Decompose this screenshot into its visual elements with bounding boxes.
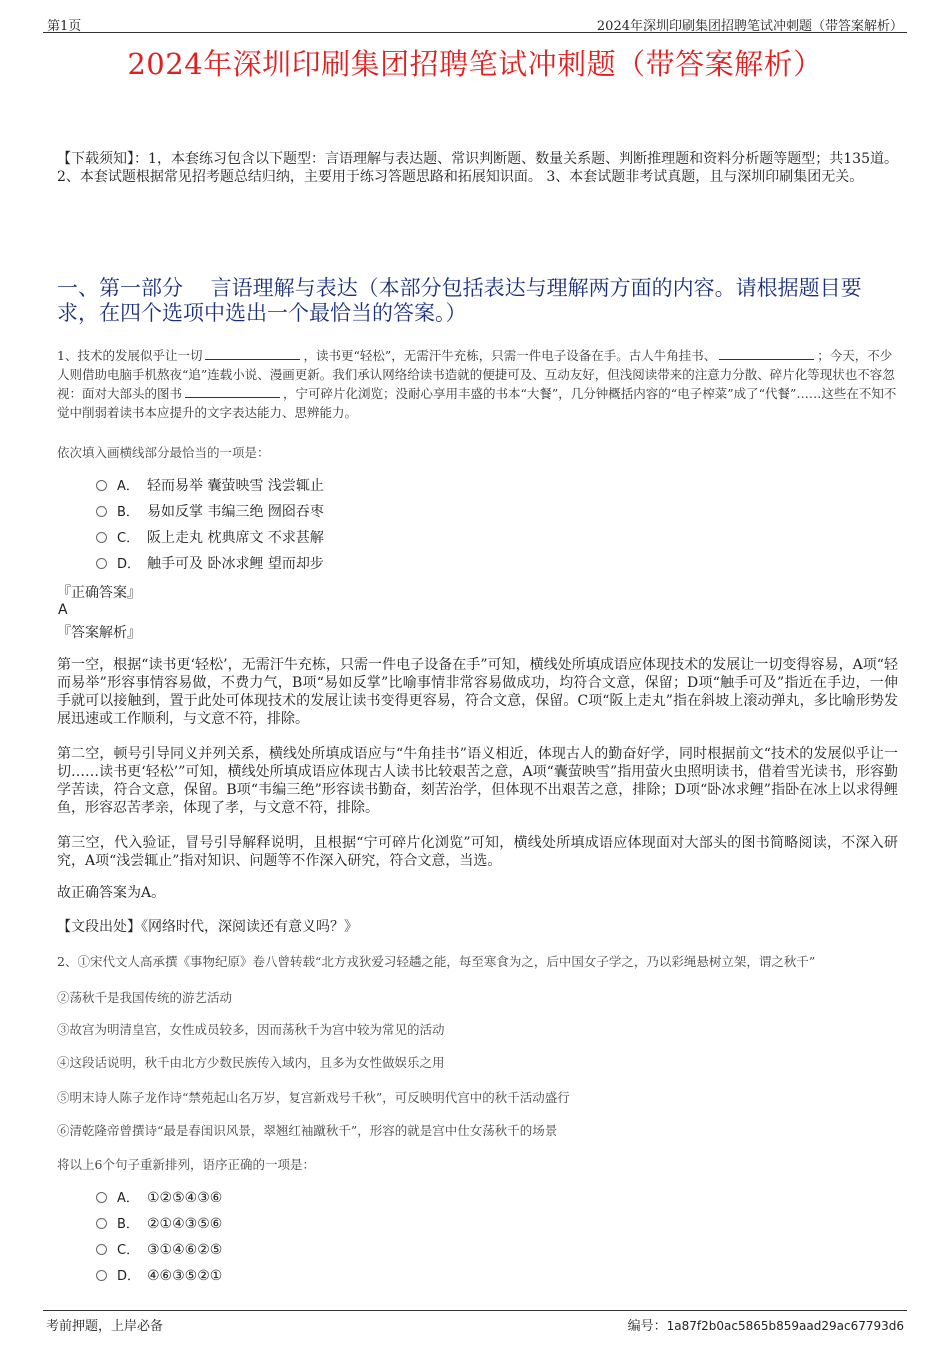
page-footer bbox=[43, 1310, 907, 1334]
option-text: 轻而易举 囊萤映雪 浅尝辄止 bbox=[147, 478, 324, 494]
q1-stem bbox=[57, 346, 898, 422]
q2-statement-1: 2、①宋代文人高承撰《事物纪原》卷八曾转载“北方戎狄爱习轻趫之能，每至寒食为之，后中国女子学之，乃以彩绳悬树立架，谓之秋千” bbox=[57, 954, 816, 969]
q1-source: 【文段出处】《网络时代，深阅读还有意义吗？》 bbox=[57, 919, 358, 935]
q1-blank-1 bbox=[205, 347, 300, 360]
q2-statement-4: ④这段话说明，秋千由北方少数民族传入域内，且多为女性做娱乐之用 bbox=[57, 1055, 445, 1070]
q2-statement-3: ③故宫为明清皇宫，女性成员较多，因而荡秋千为宫中较为常见的活动 bbox=[57, 1022, 445, 1037]
q1-option-b[interactable] bbox=[96, 502, 324, 522]
q1-analysis-label: 『答案解析』 bbox=[57, 625, 141, 641]
page-number: 第1页 bbox=[47, 19, 82, 34]
footer-code-label: 编号： bbox=[627, 1319, 667, 1334]
q2-prompt: 将以上6个句子重新排列，语序正确的一项是： bbox=[57, 1157, 315, 1172]
option-text: 阪上走丸 枕典席文 不求甚解 bbox=[147, 530, 324, 546]
q1-analysis-2: 第二空，顿号引导同义并列关系，横线处所填成语应与“牛角挂书”语义相近，体现古人的勤奋好学，同时根据前文“技术的发展似乎让一切……读书更‘轻松’”可知，横线处所填成语应体现古人读书比较艰苦之意，A项“囊萤映雪”指用萤火虫照明读书，借着雪光读书，形容勤学苦读，符合文意，保留。B项“韦编三绝”形容读书勤奋，刻苦治学，但体现不出艰苦之意，排除；D项“卧冰求鲤”指卧在冰上以求得鲤鱼，形容忍苦孝亲，体现了孝，与文意不符，排除。 bbox=[57, 746, 898, 816]
q1-answer: A bbox=[58, 602, 68, 618]
footer-code bbox=[628, 1315, 904, 1334]
radio-icon[interactable] bbox=[96, 480, 107, 491]
q1-analysis-1: 第一空，根据“读书更‘轻松’，无需汗牛充栋，只需一件电子设备在手”可知，横线处所填成语应体现技术的发展让一切变得容易，A项“轻而易举”形容事情容易做，不费力气，B项“易如反掌”比喻事情非常容易做成功，均符合文意，保留；D项“触手可及”指近在手边，一伸手就可以接触到，置于此处可体现技术的发展让读书变得更容易，符合文意，保留。C项“阪上走丸”指在斜坡上滚动弹丸，多比喻形势发展迅速或工作顺利，与文意不符，排除。 bbox=[57, 657, 898, 727]
q1-answer-label: 『正确答案』 bbox=[57, 585, 141, 601]
q1-conclusion: 故正确答案为A。 bbox=[57, 885, 166, 901]
radio-icon[interactable] bbox=[96, 1218, 107, 1229]
option-letter: C． bbox=[117, 1243, 140, 1258]
q2-statement-5: ⑤明末诗人陈子龙作诗“禁苑起山名万岁，复宫新戏号千秋”，可反映明代宫中的秋千活动盛行 bbox=[57, 1090, 570, 1105]
footer-slogan: 考前押题，上岸必备 bbox=[46, 1319, 164, 1334]
q2-option-b[interactable] bbox=[96, 1214, 222, 1234]
option-text: ②①④③⑤⑥ bbox=[147, 1216, 223, 1232]
footer-code-value: 1a87f2b0ac5865b859aad29ac67793d6 bbox=[666, 1319, 904, 1333]
q1-prompt: 依次填入画横线部分最恰当的一项是： bbox=[57, 445, 270, 460]
option-text: ④⑥③⑤②① bbox=[147, 1268, 223, 1284]
option-letter: C． bbox=[117, 531, 140, 546]
q1-option-a[interactable] bbox=[96, 476, 324, 496]
radio-icon[interactable] bbox=[96, 1192, 107, 1203]
q1-stem-part-4: ，宁可碎片化浏览；没耐心享用丰盛的书本“大餐”，几分钟概括内容的“电子榨菜”成了“代餐”……这些在不知不觉中削弱着读书本应提升的文字表达能力、思辨能力。 bbox=[57, 386, 897, 420]
q1-analysis-3: 第三空，代入验证，冒号引导解释说明，且根据“宁可碎片化浏览”可知，横线处所填成语应体现面对大部头的图书简略阅读，不深入研究，A项“浅尝辄止”指对知识、问题等不作深入研究，符合文意，当选。 bbox=[57, 835, 898, 869]
q2-statement-2: ②荡秋千是我国传统的游艺活动 bbox=[57, 990, 233, 1005]
option-text: 触手可及 卧冰求鲤 望而却步 bbox=[147, 556, 324, 572]
option-letter: A． bbox=[117, 1191, 139, 1206]
option-letter: D． bbox=[117, 1269, 141, 1284]
option-text: ①②⑤④③⑥ bbox=[147, 1190, 223, 1206]
option-letter: D． bbox=[117, 557, 141, 572]
q1-blank-2 bbox=[719, 347, 814, 360]
option-letter: B． bbox=[117, 1217, 139, 1232]
page-header bbox=[43, 14, 907, 33]
document-title: 2024年深圳印刷集团招聘笔试冲刺题（带答案解析） bbox=[127, 47, 823, 81]
radio-icon[interactable] bbox=[96, 558, 107, 569]
q2-option-c[interactable] bbox=[96, 1240, 222, 1260]
q1-option-c[interactable] bbox=[96, 528, 324, 548]
q2-statement-6: ⑥清乾隆帝曾撰诗“最是春闺识风景，翠翘红袖蹴秋千”，形容的就是宫中仕女荡秋千的场景 bbox=[57, 1123, 558, 1138]
radio-icon[interactable] bbox=[96, 532, 107, 543]
q2-option-d[interactable] bbox=[96, 1266, 222, 1286]
download-notice: 【下载须知】：1，本套练习包含以下题型：言语理解与表达题、常识判断题、数量关系题、判断推理题和资料分析题等题型；共135道。 2、本套试题根据常见招考题总结归纳，主要用于练习答题思路和拓展知识面。 3、本套试题非考试真题，且与深圳印刷集团无关。 bbox=[57, 151, 898, 185]
radio-icon[interactable] bbox=[96, 1270, 107, 1281]
q1-stem-part-1: 1、技术的发展似乎让一切 bbox=[57, 348, 203, 363]
q1-option-d[interactable] bbox=[96, 554, 324, 574]
q1-stem-part-3: ；今天，不少人则借助电脑手机熬夜“追”连载小说、漫画更新。我们承认网络给读书造就的便捷可及、互动友好，但浅阅读带来的注意力分散、碎片化等现状也不容忽视：面对大部头的图书 bbox=[57, 348, 895, 401]
radio-icon[interactable] bbox=[96, 506, 107, 517]
q2-option-a[interactable] bbox=[96, 1188, 222, 1208]
option-letter: A． bbox=[117, 479, 139, 494]
q1-stem-part-2: ，读书更“轻松”，无需汗牛充栋，只需一件电子设备在手。古人牛角挂书、 bbox=[303, 348, 717, 363]
radio-icon[interactable] bbox=[96, 1244, 107, 1255]
q1-blank-3 bbox=[185, 385, 280, 398]
option-text: 易如反掌 韦编三绝 囫囵吞枣 bbox=[147, 504, 324, 520]
option-text: ③①④⑥②⑤ bbox=[147, 1242, 223, 1258]
section-heading: 一、第一部分 言语理解与表达（本部分包括表达与理解两方面的内容。请根据题目要求，在四个选项中选出一个最恰当的答案。） bbox=[57, 276, 862, 325]
option-letter: B． bbox=[117, 505, 139, 520]
header-doc-title: 2024年深圳印刷集团招聘笔试冲刺题（带答案解析） bbox=[596, 19, 903, 34]
